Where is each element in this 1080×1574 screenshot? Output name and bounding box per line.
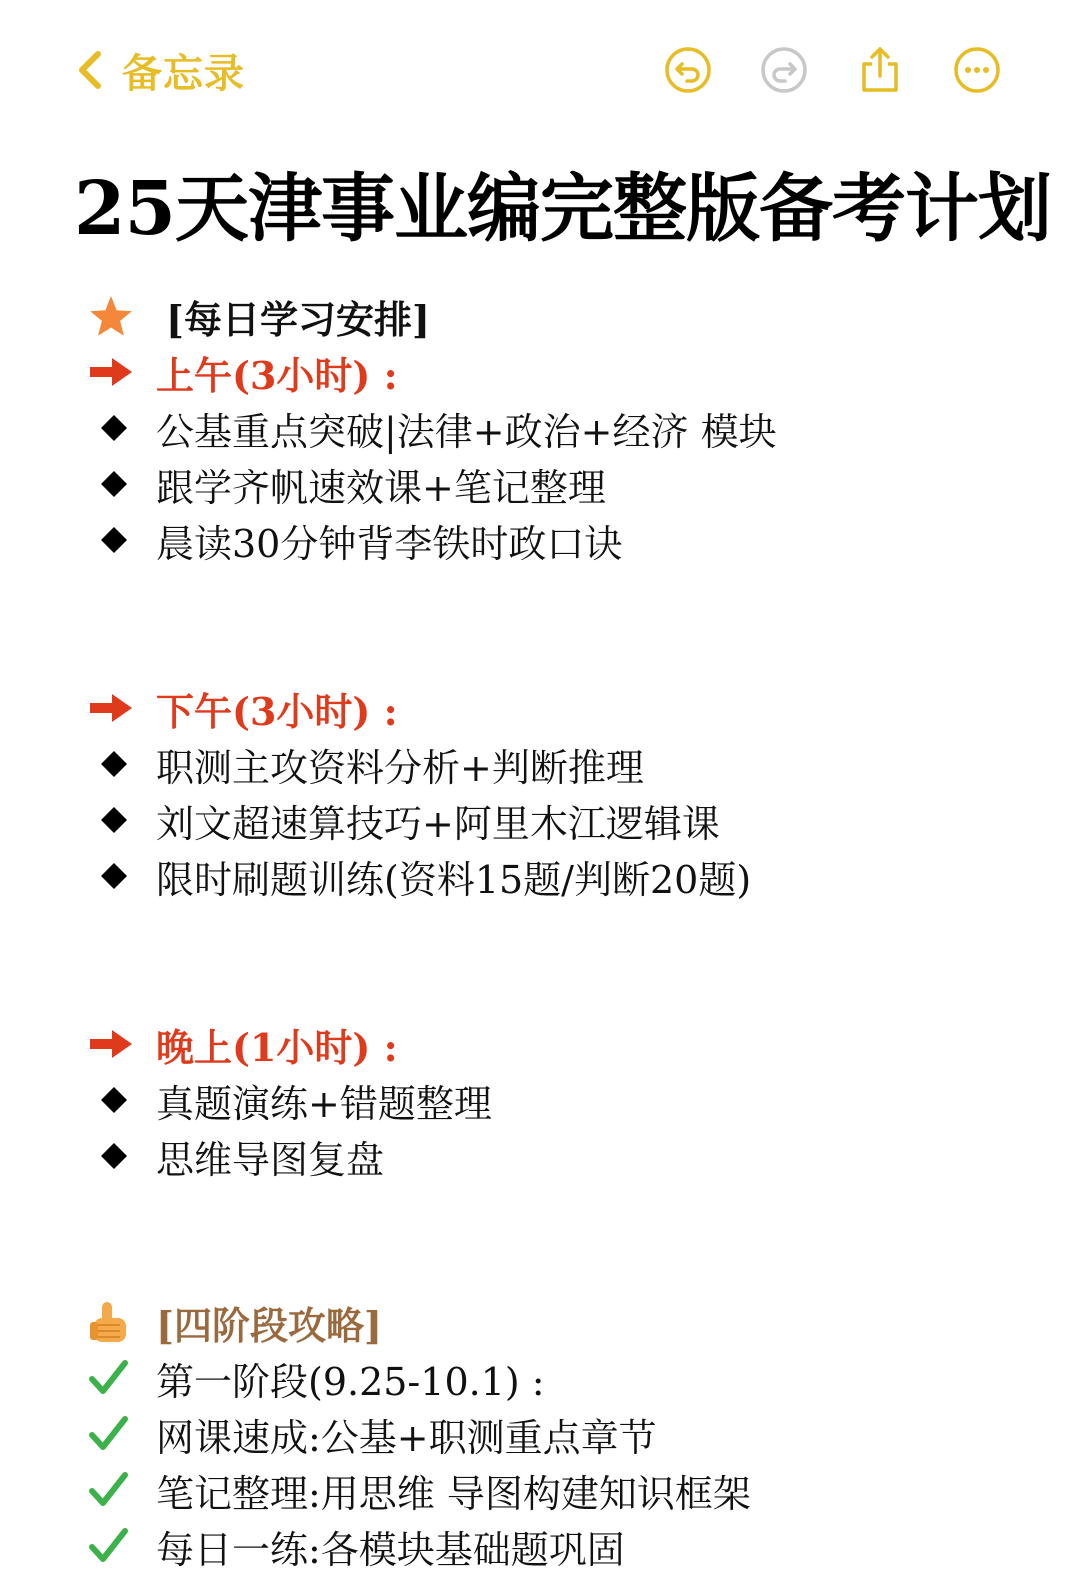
redo-icon bbox=[758, 44, 810, 96]
check-icon bbox=[88, 1350, 148, 1406]
star-icon bbox=[88, 288, 148, 344]
evening-item: 真题演练+错题整理 bbox=[156, 1081, 492, 1126]
more-button[interactable] bbox=[951, 44, 1003, 96]
evening-heading: 晚上(1小时) : bbox=[156, 1024, 398, 1070]
redo-button[interactable] bbox=[758, 44, 810, 96]
evening-item: 思维导图复盘 bbox=[156, 1137, 385, 1182]
morning-heading-line bbox=[88, 344, 1048, 400]
spacer bbox=[88, 904, 1048, 1016]
list-item bbox=[88, 1350, 1048, 1406]
diamond-bullet-icon bbox=[88, 1072, 148, 1128]
check-icon bbox=[88, 1462, 148, 1518]
diamond-bullet-icon bbox=[88, 736, 148, 792]
diamond-bullet-icon bbox=[88, 400, 148, 456]
diamond-bullet-icon bbox=[88, 848, 148, 904]
list-item bbox=[88, 736, 1048, 792]
morning-item: 公基重点突破|法律+政治+经济 模块 bbox=[156, 409, 777, 454]
list-item bbox=[88, 1406, 1048, 1462]
list-item bbox=[88, 512, 1048, 568]
note-title: 25天津事业编完整版备考计划 bbox=[74, 166, 1051, 252]
afternoon-heading: 下午(3小时) : bbox=[156, 688, 398, 734]
check-icon bbox=[88, 1518, 148, 1574]
phase-item: 笔记整理:用思维 导图构建知识框架 bbox=[156, 1471, 751, 1516]
list-item bbox=[88, 1518, 1048, 1574]
phases-header: [四阶段攻略] bbox=[156, 1302, 382, 1348]
phase-item: 每日一练:各模块基础题巩固 bbox=[156, 1527, 625, 1572]
more-icon bbox=[951, 44, 1003, 96]
back-button[interactable] bbox=[72, 40, 245, 100]
list-item bbox=[88, 456, 1048, 512]
back-label: 备忘录 bbox=[122, 50, 245, 97]
arrow-right-icon bbox=[88, 344, 148, 400]
morning-heading: 上午(3小时) : bbox=[156, 352, 398, 398]
spacer bbox=[88, 568, 1048, 680]
share-button[interactable] bbox=[854, 44, 906, 96]
nav-bar bbox=[0, 0, 1080, 130]
diamond-bullet-icon bbox=[88, 512, 148, 568]
diamond-bullet-icon bbox=[88, 456, 148, 512]
afternoon-item: 限时刷题训练(资料15题/判断20题) bbox=[156, 857, 752, 902]
list-item bbox=[88, 792, 1048, 848]
chevron-left-icon bbox=[72, 48, 106, 92]
morning-item: 跟学齐帆速效课+笔记整理 bbox=[156, 465, 606, 510]
note-body[interactable] bbox=[88, 288, 1048, 1574]
afternoon-item: 职测主攻资料分析+判断推理 bbox=[156, 745, 644, 790]
check-icon bbox=[88, 1406, 148, 1462]
list-item bbox=[88, 400, 1048, 456]
morning-item: 晨读30分钟背李铁时政口诀 bbox=[156, 521, 623, 566]
diamond-bullet-icon bbox=[88, 1128, 148, 1184]
arrow-right-icon bbox=[88, 1016, 148, 1072]
phase-item: 网课速成:公基+职测重点章节 bbox=[156, 1415, 657, 1460]
list-item bbox=[88, 1462, 1048, 1518]
list-item bbox=[88, 1128, 1048, 1184]
afternoon-item: 刘文超速算技巧+阿里木江逻辑课 bbox=[156, 801, 720, 846]
undo-icon bbox=[662, 44, 714, 96]
daily-header-line bbox=[88, 288, 1048, 344]
afternoon-heading-line bbox=[88, 680, 1048, 736]
daily-header: [每日学习安排] bbox=[166, 296, 430, 342]
evening-heading-line bbox=[88, 1016, 1048, 1072]
diamond-bullet-icon bbox=[88, 792, 148, 848]
list-item bbox=[88, 848, 1048, 904]
thumbs-up-icon bbox=[88, 1294, 148, 1350]
phase-item: 第一阶段(9.25-10.1) : bbox=[156, 1359, 545, 1404]
list-item bbox=[88, 1072, 1048, 1128]
undo-button[interactable] bbox=[662, 44, 714, 96]
arrow-right-icon bbox=[88, 680, 148, 736]
spacer bbox=[88, 1184, 1048, 1294]
phases-header-line bbox=[88, 1294, 1048, 1350]
share-icon bbox=[854, 44, 906, 96]
